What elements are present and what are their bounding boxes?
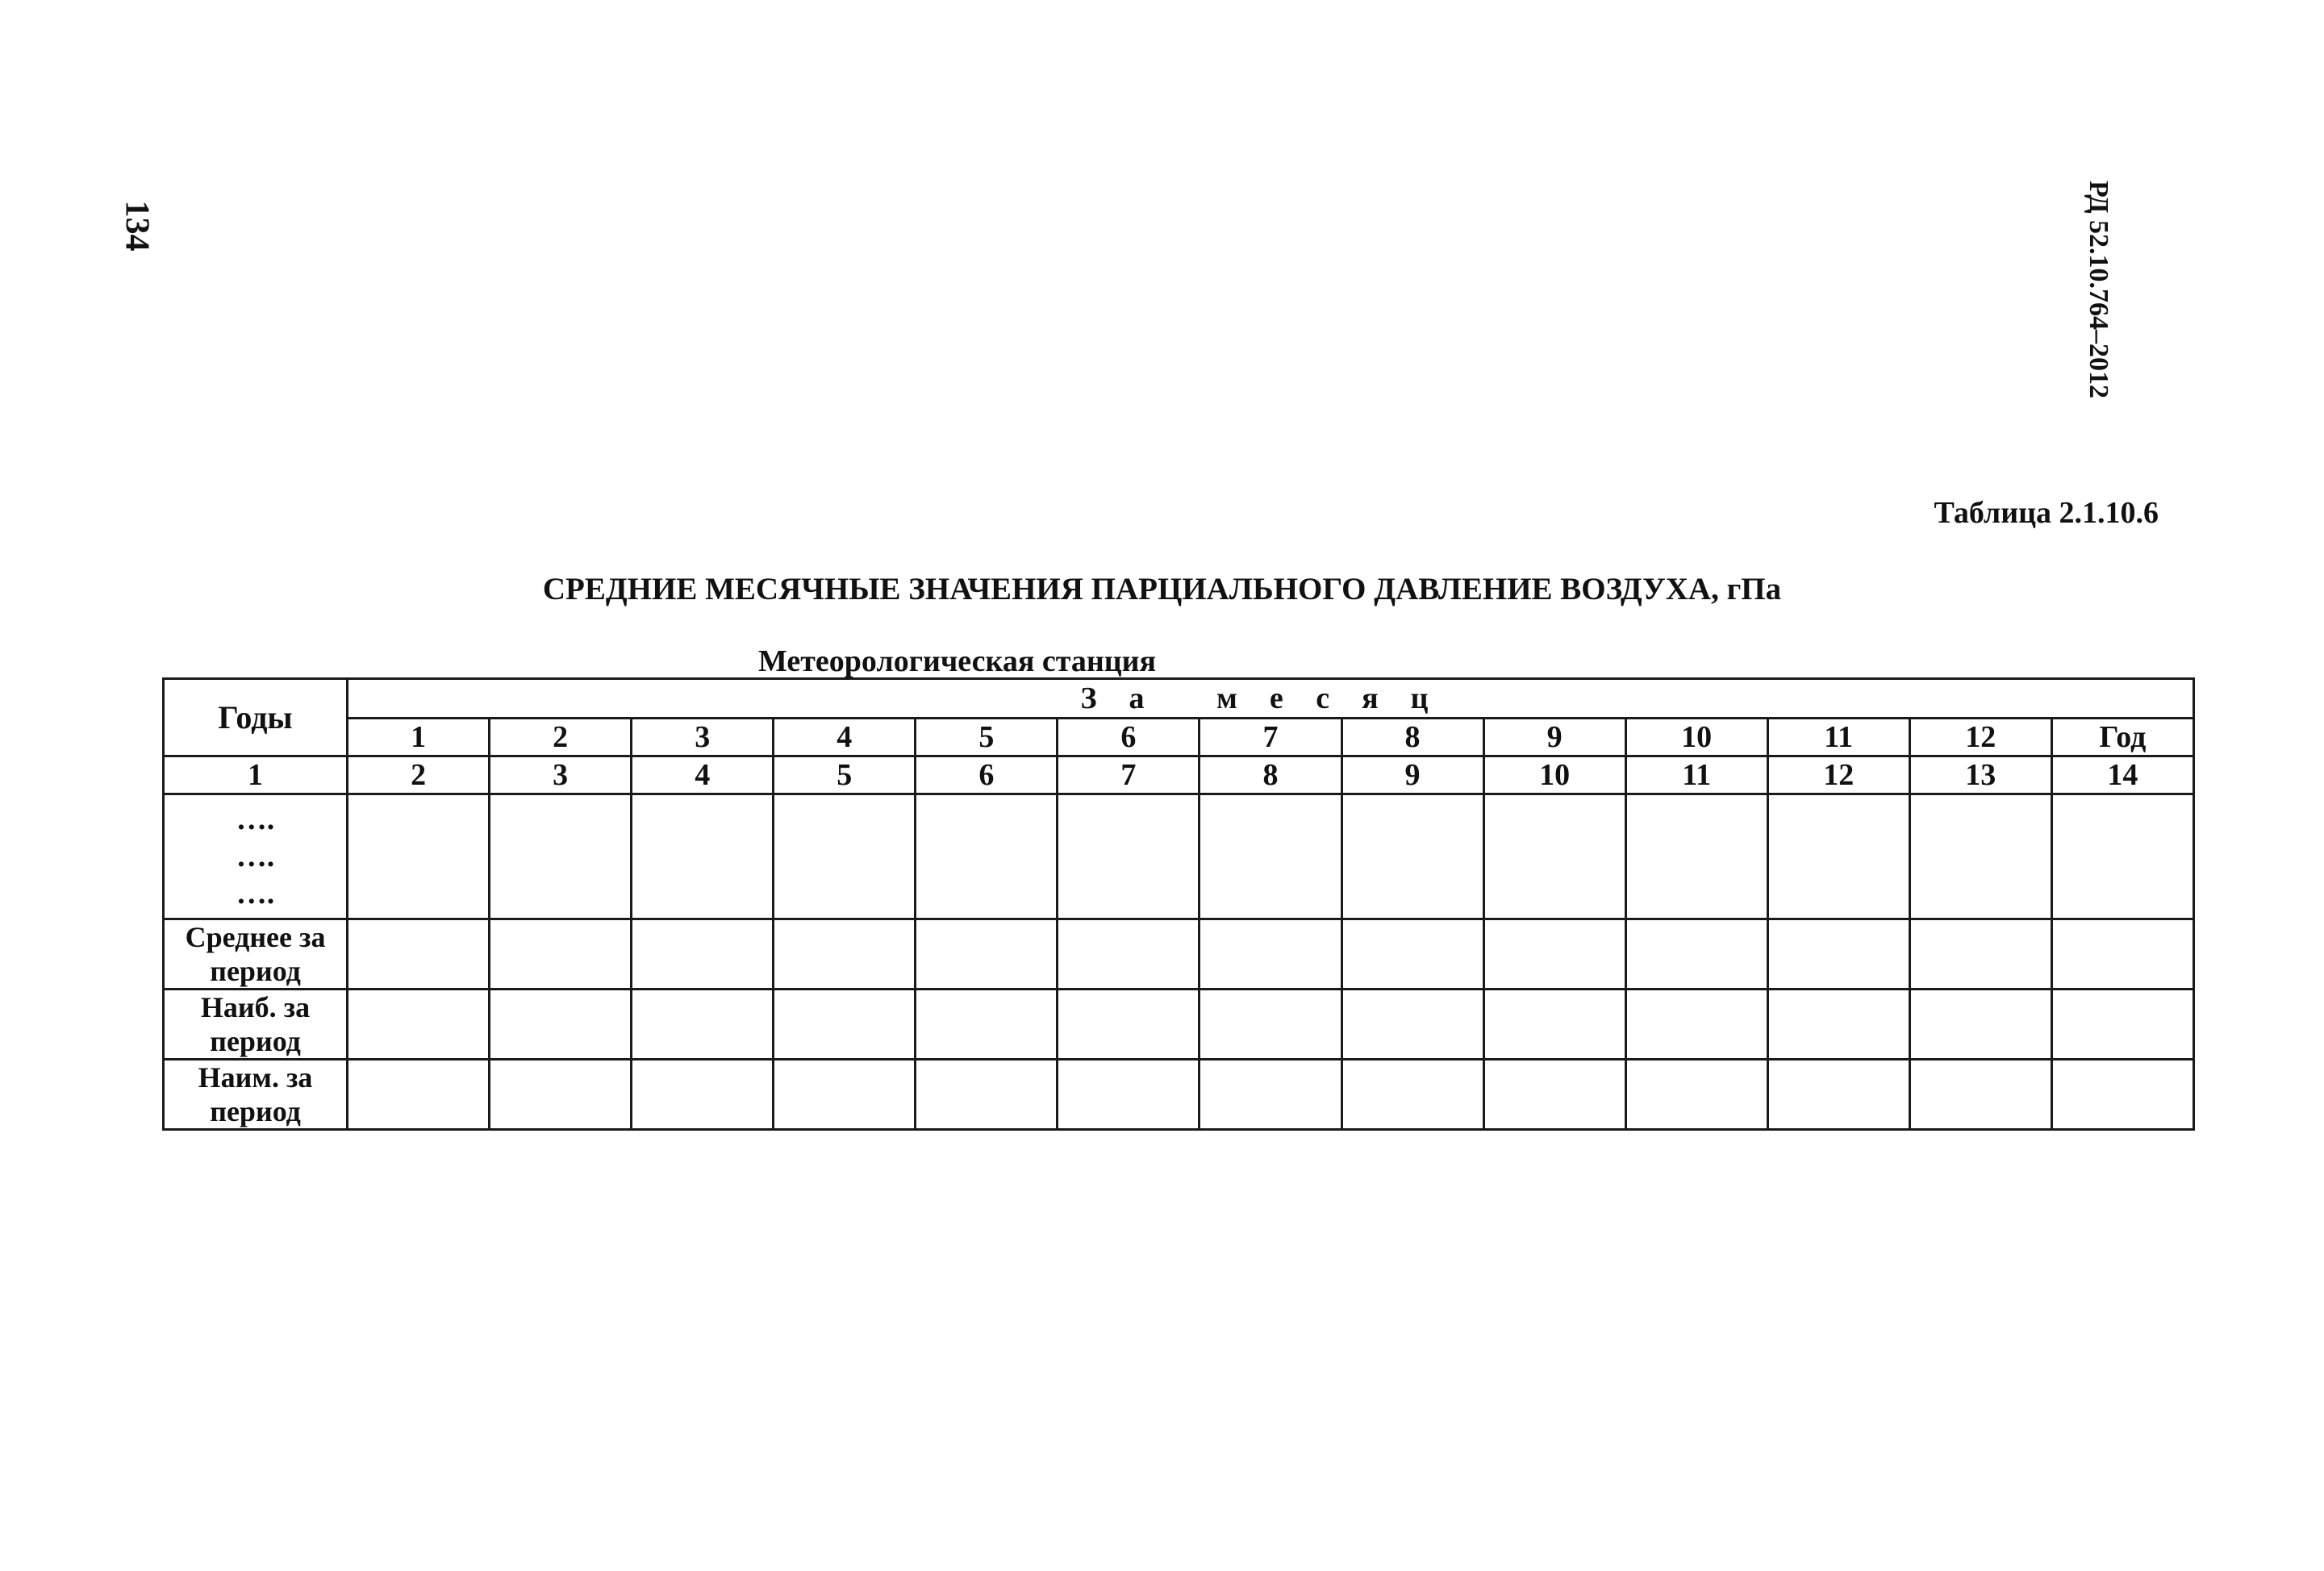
months-header: За месяц xyxy=(348,679,2194,719)
summary-label xyxy=(164,1060,348,1130)
dots-line: …. xyxy=(236,840,275,873)
empty-cell xyxy=(632,990,774,1060)
summary-label-line2: период xyxy=(210,1025,301,1057)
month-header: 9 xyxy=(1483,719,1625,756)
dots-line: …. xyxy=(236,877,275,911)
summary-label-line2: период xyxy=(210,955,301,987)
empty-cell xyxy=(348,1060,490,1130)
column-number: 5 xyxy=(774,756,916,794)
empty-cell xyxy=(1058,990,1200,1060)
empty-cell xyxy=(1341,1060,1483,1130)
summary-row-min xyxy=(164,1060,2194,1130)
empty-cell xyxy=(348,919,490,990)
empty-cell xyxy=(1058,794,1200,919)
empty-cell xyxy=(1483,1060,1625,1130)
column-number: 2 xyxy=(348,756,490,794)
empty-cell xyxy=(348,990,490,1060)
empty-cell xyxy=(348,794,490,919)
empty-cell xyxy=(1058,919,1200,990)
empty-cell xyxy=(1341,990,1483,1060)
empty-cell xyxy=(2051,1060,2193,1130)
header-row-2 xyxy=(164,719,2194,756)
empty-cell xyxy=(2051,794,2193,919)
empty-cell xyxy=(1909,1060,2051,1130)
summary-label-line1: Наим. за xyxy=(198,1061,313,1094)
empty-cell xyxy=(774,990,916,1060)
month-header: 3 xyxy=(632,719,774,756)
column-number-row xyxy=(164,756,2194,794)
empty-cell xyxy=(1625,919,1767,990)
column-number: 7 xyxy=(1058,756,1200,794)
column-number: 4 xyxy=(632,756,774,794)
month-header: 4 xyxy=(774,719,916,756)
empty-cell xyxy=(1625,990,1767,1060)
month-header: 8 xyxy=(1341,719,1483,756)
year-column-header: Год xyxy=(2051,719,2193,756)
empty-cell xyxy=(490,794,632,919)
column-number: 10 xyxy=(1483,756,1625,794)
summary-label xyxy=(164,990,348,1060)
column-number: 12 xyxy=(1767,756,1909,794)
empty-cell xyxy=(2051,990,2193,1060)
column-number: 3 xyxy=(490,756,632,794)
empty-cell xyxy=(916,919,1058,990)
empty-cell xyxy=(1767,794,1909,919)
column-number: 1 xyxy=(164,756,348,794)
summary-row-max xyxy=(164,990,2194,1060)
empty-cell xyxy=(916,1060,1058,1130)
empty-cell xyxy=(774,794,916,919)
month-header: 7 xyxy=(1200,719,1341,756)
column-number: 11 xyxy=(1625,756,1767,794)
month-header: 11 xyxy=(1767,719,1909,756)
month-header: 1 xyxy=(348,719,490,756)
empty-cell xyxy=(1767,990,1909,1060)
column-number: 9 xyxy=(1341,756,1483,794)
month-header: 2 xyxy=(490,719,632,756)
empty-cell xyxy=(490,1060,632,1130)
data-table xyxy=(162,677,2195,1131)
header-row-1 xyxy=(164,679,2194,719)
empty-cell xyxy=(1058,1060,1200,1130)
empty-cell xyxy=(916,794,1058,919)
empty-cell xyxy=(1767,1060,1909,1130)
empty-cell xyxy=(1483,919,1625,990)
empty-cell xyxy=(1483,794,1625,919)
empty-cell xyxy=(1200,990,1341,1060)
summary-label-line1: Наиб. за xyxy=(200,991,311,1023)
column-number: 6 xyxy=(916,756,1058,794)
summary-label-line1: Среднее за xyxy=(185,921,326,953)
empty-cell xyxy=(916,990,1058,1060)
years-placeholder xyxy=(164,794,348,919)
table-number: Таблица 2.1.10.6 xyxy=(1934,496,2159,530)
empty-cell xyxy=(774,1060,916,1130)
column-number: 14 xyxy=(2051,756,2193,794)
dots-line: …. xyxy=(236,802,275,836)
station-label: Метеорологическая станция xyxy=(758,644,1157,678)
month-header: 5 xyxy=(916,719,1058,756)
empty-cell xyxy=(490,990,632,1060)
summary-row-mean xyxy=(164,919,2194,990)
empty-cell xyxy=(632,1060,774,1130)
empty-cell xyxy=(1200,794,1341,919)
empty-cell xyxy=(1625,794,1767,919)
column-number: 8 xyxy=(1200,756,1341,794)
summary-label xyxy=(164,919,348,990)
month-header: 10 xyxy=(1625,719,1767,756)
summary-label-line2: период xyxy=(210,1095,301,1127)
column-number: 13 xyxy=(1909,756,2051,794)
empty-cell xyxy=(1200,919,1341,990)
empty-cell xyxy=(1483,990,1625,1060)
empty-cell xyxy=(1200,1060,1341,1130)
empty-cell xyxy=(490,919,632,990)
empty-cell xyxy=(1625,1060,1767,1130)
years-header: Годы xyxy=(164,679,348,756)
document-code: РД 52.10.764–2012 xyxy=(2084,180,2114,399)
empty-cell xyxy=(1341,794,1483,919)
page-number: 134 xyxy=(118,200,156,252)
empty-cell xyxy=(1767,919,1909,990)
years-data-row xyxy=(164,794,2194,919)
empty-cell xyxy=(1909,919,2051,990)
empty-cell xyxy=(774,919,916,990)
empty-cell xyxy=(632,794,774,919)
empty-cell xyxy=(1341,919,1483,990)
empty-cell xyxy=(1909,990,2051,1060)
month-header: 6 xyxy=(1058,719,1200,756)
month-header: 12 xyxy=(1909,719,2051,756)
empty-cell xyxy=(1909,794,2051,919)
table-title: СРЕДНИЕ МЕСЯЧНЫЕ ЗНАЧЕНИЯ ПАРЦИАЛЬНОГО ДАВЛЕНИЕ ВОЗДУХА, гПа xyxy=(542,572,1782,606)
empty-cell xyxy=(2051,919,2193,990)
empty-cell xyxy=(632,919,774,990)
